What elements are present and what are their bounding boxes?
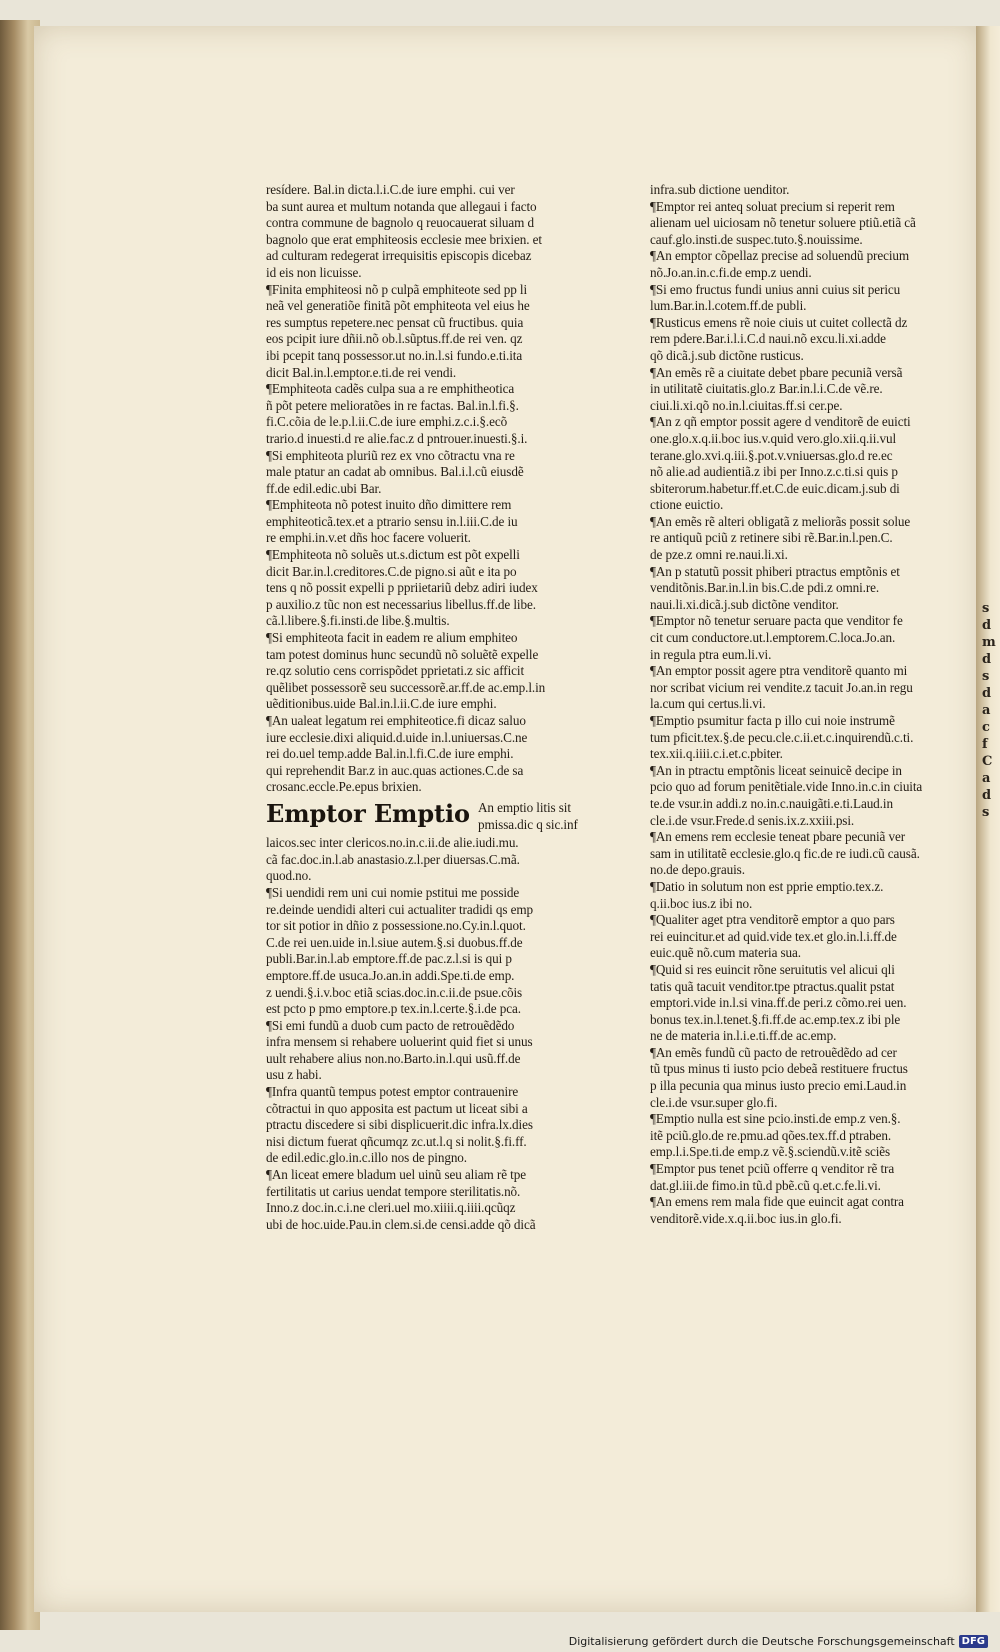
- section-heading-title: Emptor Emptio: [266, 798, 470, 828]
- text-line: cauf.glo.insti.de suspec.tuto.§.nouissime.: [650, 231, 863, 247]
- text-line: ciui.li.xi.qõ no.in.l.ciuitas.ff.si cer.pe.: [650, 397, 843, 413]
- text-line: rem pdere.Bar.i.l.i.C.d naui.nõ excu.li.xi.adde: [650, 331, 886, 347]
- text-line: ff.de edil.edic.ubi Bar.: [266, 480, 382, 496]
- text-line: ¶An emẽs fundũ cũ pacto de retrouẽdẽdo ad cer: [650, 1044, 897, 1060]
- text-line: no.de depo.grauis.: [650, 862, 745, 878]
- text-line: ¶Emphiteota cadẽs culpa sua a re emphitheotica: [266, 381, 515, 397]
- text-line: ¶Emptio nulla est sine pcio.insti.de emp.z ven.§.: [650, 1111, 901, 1127]
- text-line: terane.glo.xvi.q.iii.§.pot.v.vniuersas.glo.d re.ec: [650, 447, 893, 463]
- text-line: infra.sub dictione uenditor.: [650, 182, 790, 197]
- text-line: ¶Quid si res euincit rõne seruitutis vel alicui qli: [650, 961, 895, 977]
- text-line: ¶Si uendidi rem uni cui nomie pstitui me posside: [266, 884, 520, 900]
- section-heading-note: [478, 800, 578, 833]
- text-line: tum pficit.tex.§.de pecu.cle.c.ii.et.c.inquirendũ.c.ti.: [650, 729, 914, 745]
- text-line: rei do.uel temp.adde Bal.in.l.fi.C.de iure emphi.: [266, 746, 514, 762]
- text-line: male ptatur an cadat ab omnibus. Bal.i.l.cũ eiusdẽ: [266, 464, 524, 480]
- text-line: bonus tex.in.l.tenet.§.fi.ff.de ac.emp.tex.z ibi ple: [650, 1011, 901, 1027]
- text-line: infra mensem si rehabere uoluerint quid fiet si unus: [266, 1034, 533, 1050]
- text-line: tatis quã tacuit venditor.tpe ptractus.qualit pstat: [650, 978, 895, 994]
- text-line: alienam uel uiciosam nõ tenetur soluere ptiũ.etiã cã: [650, 215, 916, 231]
- text-line: de edil.edic.glo.in.c.illo nos de pingno.: [266, 1150, 468, 1166]
- text-line: ¶An z qñ emptor possit agere d venditorẽ de euicti: [650, 414, 911, 430]
- text-line: ¶Qualiter aget ptra venditorẽ emptor a quo pars: [650, 912, 895, 928]
- text-line: rei euincitur.et ad quid.vide tex.et glo.in.l.i.ff.de: [650, 928, 897, 944]
- text-line: res sumptus repetere.nec pensat cũ fructibus. quia: [266, 314, 524, 330]
- text-line: ne de materia in.l.i.e.ti.ff.de ac.emp.: [650, 1028, 837, 1044]
- text-line: re emphi.in.v.et dñs hoc facere voluerit.: [266, 530, 471, 546]
- text-line: emp.l.i.Spe.ti.de emp.z vẽ.§.sciendũ.v.itẽ sciẽs: [650, 1144, 891, 1160]
- text-line: ptractu discedere si sibi displicuerit.dic infra.lx.dies: [266, 1117, 533, 1133]
- text-line: ¶Si emphiteota facit in eadem re alium emphiteo: [266, 630, 518, 646]
- text-line: ubi de hoc.uide.Pau.in clem.si.de censi.adde qõ dicã: [266, 1216, 536, 1232]
- text-line: publi.Bar.in.l.ab emptore.ff.de pac.z.l.si is qui p: [266, 951, 512, 967]
- text-line: ¶An ualeat legatum rei emphiteotice.fi dicaz saluo: [266, 713, 526, 728]
- text-line: ¶An liceat emere bladum uel uinũ seu aliam rẽ tpe: [266, 1167, 526, 1183]
- text-line: sam in utilitatẽ ecclesie.glo.q fic.de re iudi.cũ causã.: [650, 845, 920, 861]
- text-line: nõ.Jo.an.in.c.fi.de emp.z uendi.: [650, 264, 812, 280]
- text-line: ¶An emptor cõpellaz precise ad soluendũ precium: [650, 248, 910, 264]
- text-line: ¶Rusticus emens rẽ noie ciuis ut cuitet collectã dz: [650, 314, 908, 330]
- text-line: resídere. Bal.in dicta.l.i.C.de iure emphi. cui ver: [266, 182, 515, 197]
- text-line: est pcto p pmo emptore.p tex.in.l.certe.§.i.de pca.: [266, 1001, 521, 1017]
- text-line: ¶Emptor rei anteq soluat precium si reperit rem: [650, 198, 895, 214]
- text-line: ba sunt aurea et multum notanda que allegaui i facto: [266, 198, 537, 214]
- text-line: trario.d inuesti.d re alie.fac.z d pntrouer.inuesti.§.i.: [266, 430, 528, 446]
- next-page-margin-text: s d m d s d a c f C a d s: [982, 601, 996, 820]
- text-line: iure ecclesie.dixi aliquid.d.uide in.l.uniuersas.C.ne: [266, 729, 528, 745]
- text-line: venditõnis.Bar.in.l.in bis.C.de pdi.z omni.re.: [650, 580, 880, 596]
- text-line: cã.l.libere.§.fi.insti.de libe.§.multis.: [266, 613, 450, 629]
- left-column-text-bottom: [266, 835, 581, 1233]
- text-line: crosanc.eccle.Pe.epus brixien.: [266, 779, 422, 795]
- text-line: ñ põt petere melioratões in re factas. Bal.in.l.fi.§.: [266, 397, 519, 413]
- text-line: contra commune de bagnolo q reuocauerat siluam d: [266, 215, 535, 231]
- text-line: de pze.z omni re.naui.li.xi.: [650, 547, 788, 563]
- dfg-logo: DFG: [959, 1635, 988, 1648]
- text-line: quod.no.: [266, 868, 312, 884]
- text-line: itẽ pciũ.glo.de re.pmu.ad qões.tex.ff.d ptraben.: [650, 1127, 892, 1143]
- text-line: venditorẽ.vide.x.q.ii.boc ius.in glo.fi.: [650, 1210, 842, 1226]
- text-line: q.ii.boc ius.z ibi no.: [650, 895, 753, 911]
- text-line: cã fac.doc.in.l.ab anastasio.z.l.per diuersas.C.mã.: [266, 851, 520, 867]
- text-line: p auxilio.z tũc non est necessarius libellus.ff.de libe.: [266, 596, 536, 612]
- text-line: dicit Bar.in.l.creditores.C.de pigno.si aũt e ita po: [266, 563, 517, 579]
- text-line: Inno.z doc.in.c.i.ne cleri.uel mo.xiiii.q.iiii.qcũqz: [266, 1200, 516, 1216]
- text-line: ¶An emens rem mala fide que euincit agat contra: [650, 1194, 904, 1210]
- text-line: re.qz solutio cens corrispõdet pprietati.z sic afficit: [266, 663, 525, 679]
- text-line: emptori.vide in.l.si vina.ff.de peri.z cõmo.rei uen.: [650, 995, 907, 1011]
- text-line: ¶Emptio psumitur facta p illo cui noie instrumẽ: [650, 713, 895, 728]
- text-line: dat.gl.iii.de fimo.in tũ.d pbẽ.cũ q.et.c.fe.li.vi.: [650, 1177, 881, 1193]
- text-line: emphiteoticã.tex.et a ptrario sensu in.l.iii.C.de iu: [266, 513, 518, 529]
- right-column-text: [650, 182, 938, 1227]
- text-line: te.de vsur.in addi.z no.in.c.nauigãti.e.ti.Laud.in: [650, 795, 893, 811]
- text-line: z uendi.§.i.v.boc etiã scias.doc.in.c.ii.de psue.cõis: [266, 984, 523, 1000]
- text-line: la.cum qui certus.li.vi.: [650, 696, 766, 712]
- text-line: ¶Si emphiteota pluriũ rez ex vno cõtractu vna re: [266, 447, 515, 463]
- text-line: emptore.ff.de usuca.Jo.an.in addi.Spe.ti.de emp.: [266, 967, 515, 983]
- section-heading: [266, 800, 581, 833]
- text-line: ¶Si emo fructus fundi unius anni cuius sit pericu: [650, 281, 901, 297]
- text-line: p illa pecunia qua minus iusto precio emi.Laud.in: [650, 1078, 907, 1094]
- text-line: pcio quo ad forum penitẽtiale.vide Inno.in.c.in ciuita: [650, 779, 923, 795]
- text-line: eos pcipit iure dñii.nõ ob.l.sũptus.ff.de rei ven. qz: [266, 331, 523, 347]
- text-line: re antiquũ pciũ z retinere sibi rẽ.Bar.in.l.pen.C.: [650, 530, 893, 546]
- text-line: tex.xii.q.iiii.c.i.et.c.pbiter.: [650, 746, 783, 762]
- text-line: id eis non licuisse.: [266, 264, 362, 280]
- text-line: ¶Datio in solutum non est pprie emptio.tex.z.: [650, 878, 884, 894]
- text-line: laicos.sec inter clericos.no.in.c.ii.de alie.iudi.mu.: [266, 835, 519, 851]
- text-line: sbiterorum.habetur.ff.et.C.de euic.dicam.j.sub di: [650, 480, 900, 496]
- text-line: usu z habi.: [266, 1067, 322, 1083]
- text-line: ¶Infra quantũ tempus potest emptor contrauenire: [266, 1084, 519, 1100]
- text-line: fi.C.cõia de le.p.l.ii.C.de iure emphi.z.c.i.§.ecõ: [266, 414, 508, 430]
- text-line: uẽditionibus.uide Bal.in.l.ii.C.de iure emphi.: [266, 696, 497, 712]
- text-line: qui reprehendit Bar.z in auc.quas actiones.C.de sa: [266, 762, 524, 778]
- left-column-text-top: [266, 182, 581, 796]
- text-line: bagnolo que erat emphiteosis ecclesie mee brixien. et: [266, 231, 542, 247]
- text-line: neã vel generatiõe finitã põt emphiteota vel eius he: [266, 298, 530, 314]
- text-line: lum.Bar.in.l.cotem.ff.de publi.: [650, 298, 807, 314]
- text-line: ¶An emens rem ecclesie teneat pbare pecuniã ver: [650, 829, 906, 845]
- text-line: qõ dicã.j.sub dictõne rusticus.: [650, 347, 804, 363]
- text-line: ¶Si emi fundũ a duob cum pacto de retrouẽdẽdo: [266, 1017, 515, 1033]
- text-line: nor scribat vicium rei vendite.z tacuit Jo.an.in regu: [650, 679, 913, 695]
- text-line: cõtractui in quo apposita est pactum ut liceat sibi a: [266, 1100, 528, 1116]
- text-line: ¶An emẽs rẽ a ciuitate debet pbare pecuniã versã: [650, 364, 903, 380]
- heading-note-line: An emptio litis sit: [477, 799, 571, 815]
- text-line: tam potest dominus hunc secundũ nõ soluẽtẽ expelle: [266, 646, 539, 662]
- text-line: cle.i.de vsur.super glo.fi.: [650, 1094, 778, 1110]
- footer: [569, 1635, 988, 1648]
- text-line: ¶An emẽs rẽ alteri obligatã z meliorãs possit solue: [650, 513, 911, 529]
- text-line: nõ alie.ad audientiã.z ibi per Inno.z.c.ti.si quis p: [650, 464, 898, 480]
- footer-text: Digitalisierung gefördert durch die Deutsche Forschungsgemeinschaft: [568, 1635, 955, 1648]
- text-line: uult rehabere alius non.no.Barto.in.l.qui usũ.ff.de: [266, 1050, 521, 1066]
- text-line: dicit Bal.in.l.emptor.e.ti.de rei vendi.: [266, 364, 457, 380]
- text-line: in regula ptra eum.li.vi.: [650, 646, 772, 662]
- text-line: tor sit potior in dñio z possessione.no.Cy.in.l.quot.: [266, 918, 526, 934]
- text-line: cit cum conductore.ut.l.emptorem.C.loca.Jo.an.: [650, 630, 896, 646]
- text-line: euic.quẽ nõ.cum materia sua.: [650, 945, 801, 961]
- text-line: ibi pcepit tanq possessor.ut no.in.l.si fundo.e.ti.ita: [266, 347, 523, 363]
- text-line: in utilitatẽ ciuitatis.glo.z Bar.in.l.i.C.de vẽ.re.: [650, 381, 883, 397]
- text-line: ¶Finita emphiteosi nõ p culpã emphiteote sed pp li: [266, 281, 528, 297]
- right-column: [650, 182, 938, 1227]
- text-line: one.glo.x.q.ii.boc ius.v.quid vero.glo.xii.q.ii.vul: [650, 430, 897, 446]
- left-column: [266, 182, 581, 1233]
- text-line: ¶An p statutũ possit phiberi ptractus emptõnis et: [650, 563, 900, 579]
- text-line: ¶Emphiteota nõ soluẽs ut.s.dictum est põt expelli: [266, 547, 520, 563]
- text-line: quẽlibet possessorẽ seu successorẽ.ar.ff.de ac.emp.l.in: [266, 679, 546, 695]
- text-line: C.de rei uen.uide in.l.siue autem.§.si duobus.ff.de: [266, 934, 523, 950]
- text-line: ¶An in ptractu emptõnis liceat seinuicẽ decipe in: [650, 762, 902, 778]
- text-line: tens q nõ possit expelli p ppriietariũ debz adiri iudex: [266, 580, 538, 596]
- text-line: ad culturam redegerat irrequisitis episcopis dicebaz: [266, 248, 532, 264]
- text-line: ctione euictio.: [650, 497, 724, 513]
- text-line: re.deinde uendidi alteri cui actualiter tradidi qs emp: [266, 901, 534, 917]
- text-line: nisi dictum fuerat qñcumqz zc.ut.l.q si nolit.§.fi.ff.: [266, 1133, 527, 1149]
- text-line: ¶An emptor possit agere ptra venditorẽ quanto mi: [650, 663, 908, 679]
- text-line: ¶Emptor nõ tenetur seruare pacta que venditor fe: [650, 613, 903, 629]
- text-line: naui.li.xi.dicã.j.sub dictõne venditor.: [650, 596, 839, 612]
- text-line: cle.i.de vsur.Frede.d senis.ix.z.xxiii.psi.: [650, 812, 855, 828]
- text-line: ¶Emphiteota nõ potest inuito dño dimittere rem: [266, 497, 512, 513]
- text-line: fertilitatis ut carius uendat tempore sterilitatis.nõ.: [266, 1183, 521, 1199]
- text-line: ¶Emptor pus tenet pciũ offerre q venditor rẽ tra: [650, 1161, 895, 1177]
- text-line: tũ tpus minus ti iusto pcio debeã restituere fructus: [650, 1061, 908, 1077]
- heading-note-line: pmissa.dic q sic.inf: [477, 816, 578, 832]
